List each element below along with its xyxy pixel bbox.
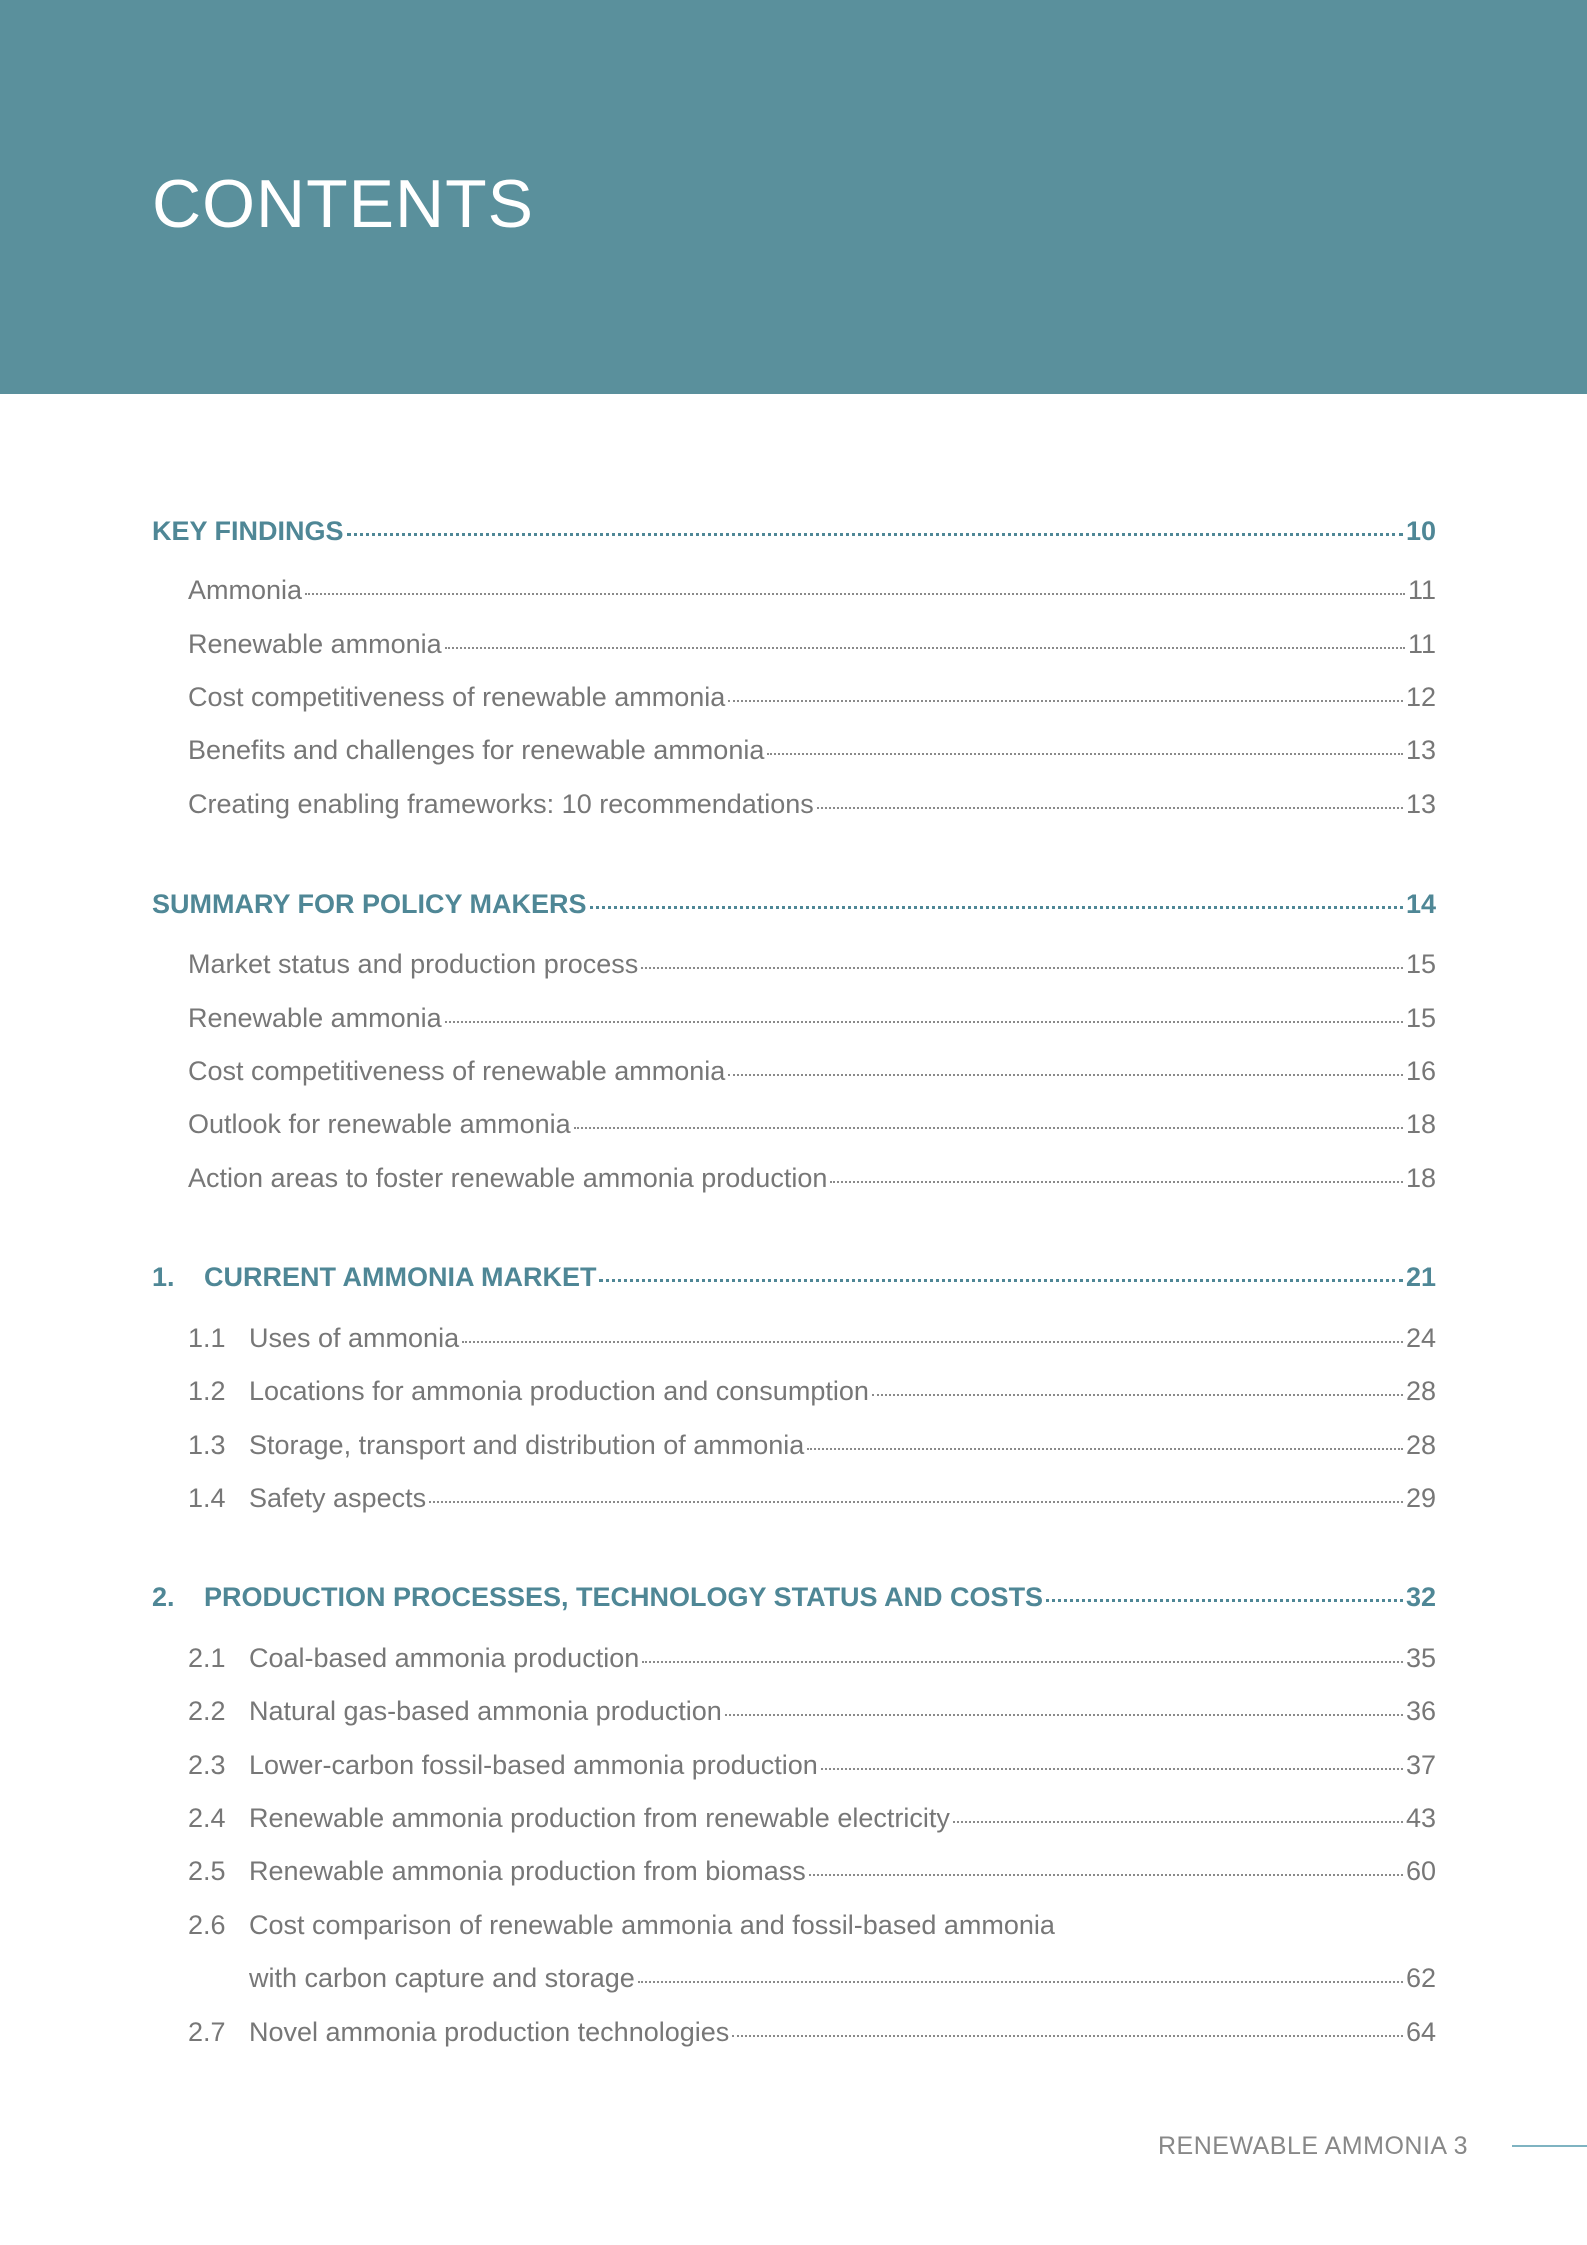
toc-item-label: Action areas to foster renewable ammonia production	[188, 1163, 828, 1193]
toc-page-number: 43	[1405, 1803, 1436, 1833]
toc-page-number: 13	[1405, 789, 1436, 819]
toc-item-label: Cost competitiveness of renewable ammonia	[188, 682, 726, 712]
toc-item-label: Cost competitiveness of renewable ammonia	[188, 1056, 726, 1086]
toc-item-label: Safety aspects	[249, 1483, 427, 1513]
toc-item-number: 2.6	[188, 1910, 226, 1940]
toc-item-label: Locations for ammonia production and consumption	[249, 1376, 869, 1406]
leader-dots	[429, 1501, 1403, 1503]
toc-page-number: 21	[1405, 1262, 1436, 1292]
toc-item-label: Coal-based ammonia production	[249, 1643, 640, 1673]
toc-item-number: 1.4	[188, 1483, 226, 1513]
toc-item-label: Renewable ammonia	[188, 629, 442, 659]
toc-item-number: 2.4	[188, 1803, 226, 1833]
leader-dots	[445, 647, 1405, 649]
toc-item-number: 1.2	[188, 1376, 226, 1406]
leader-dots	[807, 1448, 1403, 1450]
toc-page-number: 13	[1405, 735, 1436, 765]
leader-dots	[728, 1074, 1403, 1076]
toc-item-label: Lower-carbon fossil-based ammonia production	[249, 1750, 818, 1780]
leader-dots	[817, 807, 1403, 809]
toc-item-label: Benefits and challenges for renewable ammonia	[188, 735, 765, 765]
leader-dots	[590, 906, 1403, 909]
toc-item[interactable]	[188, 1376, 1436, 1407]
leader-dots	[305, 593, 1405, 595]
toc-item[interactable]	[188, 949, 1436, 980]
toc-page-number: 12	[1405, 682, 1436, 712]
toc-item[interactable]	[188, 1483, 1436, 1514]
toc-item-label: Cost comparison of renewable ammonia and fossil-based ammonia	[249, 1910, 1055, 1940]
toc-item-number: 2.5	[188, 1856, 226, 1886]
toc-item-number: 2.2	[188, 1696, 226, 1726]
toc-section-number: 2.	[152, 1582, 175, 1612]
toc-item-number: 2.1	[188, 1643, 226, 1673]
toc-item[interactable]	[188, 1430, 1436, 1461]
toc-section-label: CURRENT AMMONIA MARKET	[204, 1262, 597, 1292]
page-title: CONTENTS	[152, 166, 534, 242]
toc-item-label: Storage, transport and distribution of ammonia	[249, 1430, 805, 1460]
toc-section-number: 1.	[152, 1262, 175, 1292]
toc-page-number: 10	[1405, 516, 1436, 546]
toc-item[interactable]	[188, 1109, 1436, 1140]
leader-dots	[642, 1661, 1403, 1663]
toc-page-number: 36	[1405, 1696, 1436, 1726]
leader-dots	[872, 1394, 1403, 1396]
toc-page-number: 14	[1405, 889, 1436, 919]
toc-item[interactable]	[188, 1323, 1436, 1354]
toc-page-number: 35	[1405, 1643, 1436, 1673]
toc-item[interactable]	[188, 1910, 1436, 1941]
toc-item-label: Renewable ammonia	[188, 1003, 442, 1033]
footer-title: RENEWABLE AMMONIA	[1158, 2132, 1447, 2160]
footer-page-number: 3	[1453, 2132, 1469, 2160]
toc-item-label-continued: with carbon capture and storage	[249, 1963, 635, 1993]
leader-dots	[732, 2035, 1403, 2037]
toc-section-label: SUMMARY FOR POLICY MAKERS	[152, 889, 587, 919]
leader-dots	[641, 967, 1403, 969]
toc-item[interactable]	[188, 1003, 1436, 1034]
leader-dots	[445, 1021, 1403, 1023]
toc-page-number: 11	[1407, 629, 1436, 659]
leader-dots	[821, 1768, 1403, 1770]
toc-item[interactable]	[188, 2017, 1436, 2048]
toc-page-number: 16	[1405, 1056, 1436, 1086]
toc-item[interactable]	[188, 1750, 1436, 1781]
toc-item-number: 1.1	[188, 1323, 226, 1353]
leader-dots	[599, 1279, 1402, 1282]
toc-section-key-findings[interactable]	[152, 516, 1436, 547]
toc-item[interactable]	[188, 682, 1436, 713]
toc-item-label: Natural gas-based ammonia production	[249, 1696, 722, 1726]
toc-item[interactable]	[188, 1803, 1436, 1834]
toc-item-label: Novel ammonia production technologies	[249, 2017, 730, 2047]
toc-item[interactable]	[188, 1856, 1436, 1887]
leader-dots	[809, 1874, 1403, 1876]
toc-page-number: 24	[1405, 1323, 1436, 1353]
leader-dots	[574, 1127, 1403, 1129]
leader-dots	[830, 1181, 1403, 1183]
leader-dots	[953, 1821, 1403, 1823]
toc-item[interactable]	[188, 575, 1436, 606]
toc-page-number: 15	[1405, 949, 1436, 979]
toc-section-chapter-1[interactable]	[152, 1262, 1436, 1293]
toc-item-label: Ammonia	[188, 575, 303, 605]
toc-item[interactable]	[188, 789, 1436, 820]
leader-dots	[767, 753, 1403, 755]
toc-item-label: Market status and production process	[188, 949, 639, 979]
toc-page-number: 18	[1405, 1109, 1436, 1139]
toc-page-number: 37	[1405, 1750, 1436, 1780]
toc-section-label: PRODUCTION PROCESSES, TECHNOLOGY STATUS AND COSTS	[204, 1582, 1044, 1612]
toc-item[interactable]	[188, 1056, 1436, 1087]
leader-dots	[462, 1341, 1403, 1343]
toc-page-number: 29	[1405, 1483, 1436, 1513]
toc-page-number: 11	[1407, 575, 1436, 605]
toc-item[interactable]	[188, 1163, 1436, 1194]
toc-page-number: 60	[1405, 1856, 1436, 1886]
toc-page-number: 62	[1405, 1963, 1436, 1993]
leader-dots	[347, 533, 1403, 536]
leader-dots	[1046, 1599, 1403, 1602]
toc-item-label: Outlook for renewable ammonia	[188, 1109, 571, 1139]
toc-item[interactable]	[188, 1643, 1436, 1674]
toc-item-label: Creating enabling frameworks: 10 recommendations	[188, 789, 814, 819]
toc-item[interactable]	[188, 1696, 1436, 1727]
toc-section-label: KEY FINDINGS	[152, 516, 344, 546]
toc-item-label: Renewable ammonia production from renewable electricity	[249, 1803, 950, 1833]
toc-item-number: 1.3	[188, 1430, 226, 1460]
toc-item-number: 2.3	[188, 1750, 226, 1780]
toc-section-summary[interactable]	[152, 889, 1436, 920]
toc-page-number: 28	[1405, 1376, 1436, 1406]
footer-rule	[1512, 2145, 1587, 2147]
toc-page-number: 28	[1405, 1430, 1436, 1460]
toc-section-chapter-2[interactable]	[152, 1582, 1436, 1613]
toc-page-number: 64	[1405, 2017, 1436, 2047]
leader-dots	[725, 1714, 1403, 1716]
leader-dots	[638, 1981, 1403, 1983]
page-footer	[1158, 2132, 1468, 2161]
leader-dots	[728, 700, 1403, 702]
toc-item-label: Renewable ammonia production from biomass	[249, 1856, 806, 1886]
toc-item-number: 2.7	[188, 2017, 226, 2047]
header-banner	[0, 0, 1587, 394]
toc-item[interactable]	[188, 629, 1436, 660]
toc-page-number: 32	[1405, 1582, 1436, 1612]
toc-page-number: 18	[1405, 1163, 1436, 1193]
toc-item[interactable]	[188, 735, 1436, 766]
toc-item-continuation[interactable]	[249, 1963, 1436, 1994]
toc-item-label: Uses of ammonia	[249, 1323, 460, 1353]
toc-page-number: 15	[1405, 1003, 1436, 1033]
